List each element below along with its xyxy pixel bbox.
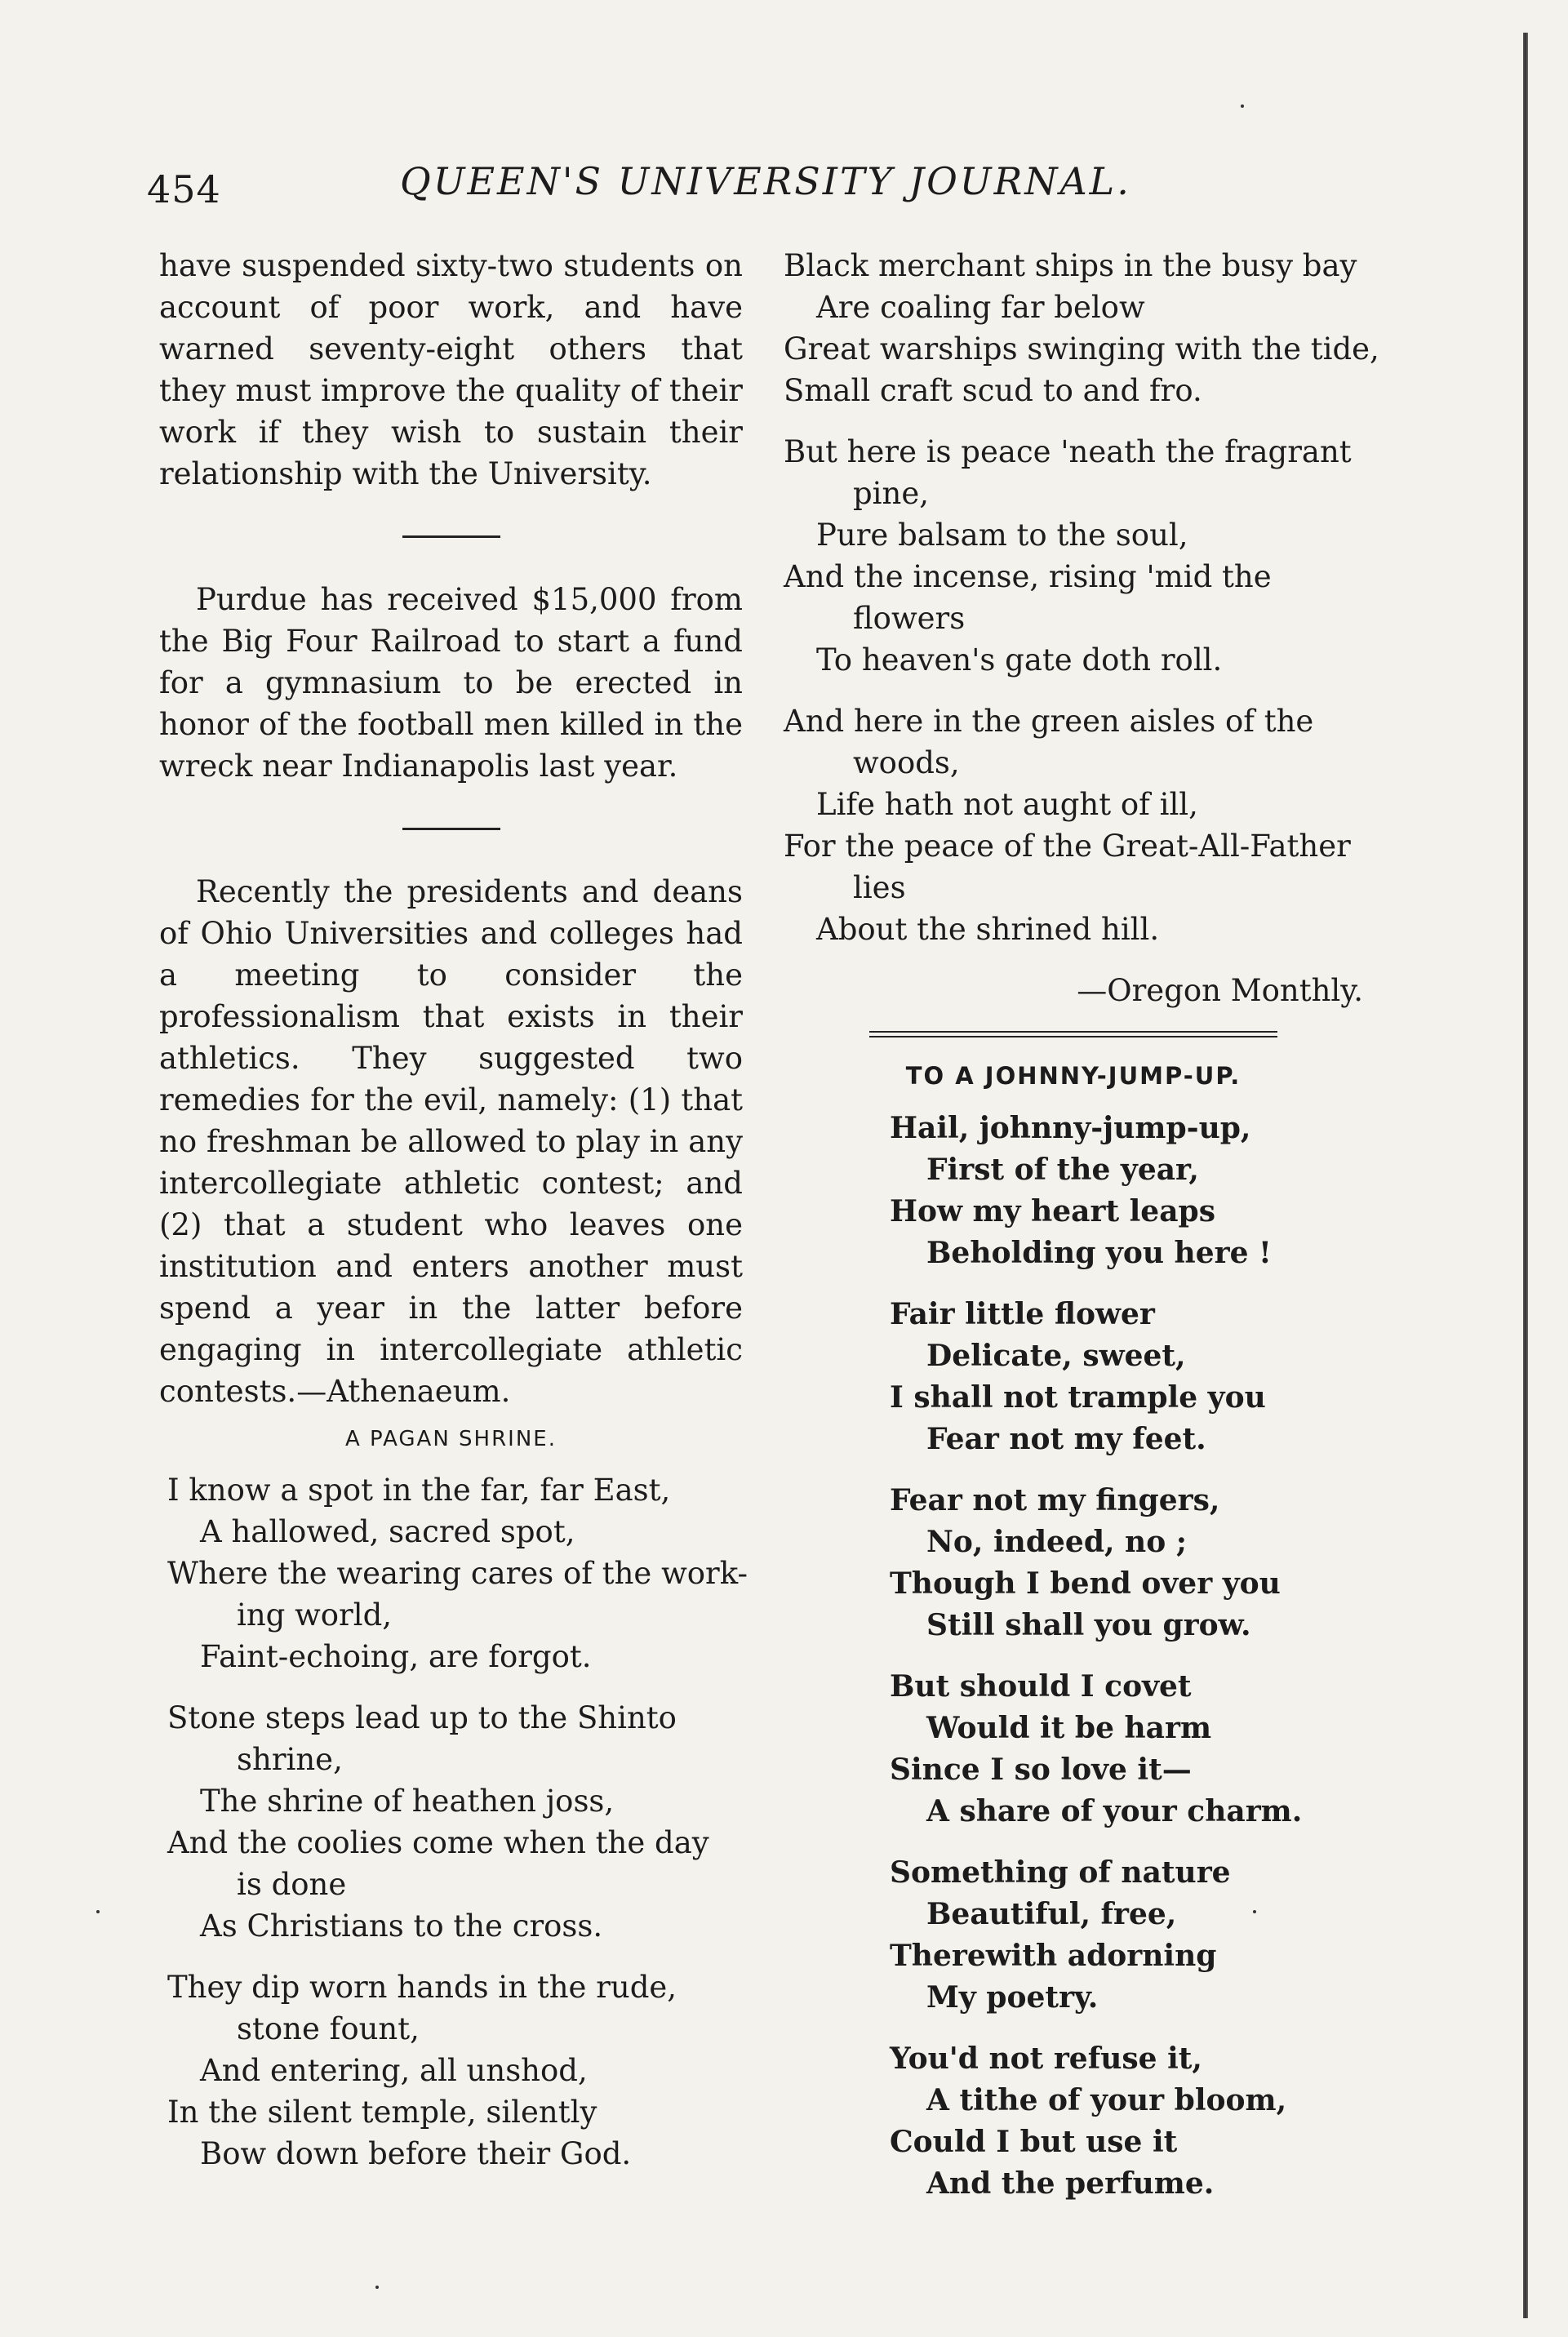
poem-stanza	[159, 1697, 743, 1947]
poem-line: Stone steps lead up to the Shinto	[167, 1700, 677, 1735]
poem-line: Bow down before their God.	[200, 2136, 632, 2171]
poem-line: flowers	[853, 601, 966, 636]
poem-line: And entering, all unshod,	[200, 2053, 588, 2088]
poem-line: lies	[853, 870, 906, 905]
poem-line: A tithe of your bloom,	[926, 2083, 1287, 2117]
poem-line: ing world,	[237, 1597, 393, 1633]
poem-line: But here is peace 'neath the fragrant	[784, 434, 1352, 469]
poem-title-johnny-jump-up: TO A JOHNNY-JUMP-UP.	[905, 1062, 1242, 1090]
paragraph-purdue: Purdue has received $15,000 from the Big Four Railroad to start a fund for a gymnasium to be erected in honor of the football men killed in the wreck near Indianapolis last year.	[159, 582, 743, 784]
poem-line: Could I but use it	[890, 2125, 1178, 2159]
section-divider	[402, 828, 500, 830]
poem-line: Fair little flower	[890, 1297, 1155, 1331]
page-number: 454	[147, 167, 221, 211]
poem-line: Since I so love it—	[890, 1753, 1192, 1787]
poem-line: stone fount,	[237, 2011, 420, 2046]
double-divider	[869, 1031, 1277, 1037]
poem-line: Fear not my fingers,	[890, 1483, 1220, 1517]
poem-line: To heaven's gate doth roll.	[816, 642, 1223, 678]
left-column	[159, 245, 748, 2194]
poem-line: You'd not refuse it,	[890, 2042, 1202, 2076]
print-speck	[375, 2286, 379, 2289]
poem-line: Hail, johnny-jump-up,	[890, 1111, 1251, 1145]
right-column	[775, 245, 1379, 2224]
poem-line: Fear not my feet.	[926, 1422, 1206, 1456]
poem-stanza	[890, 1666, 1371, 1833]
poem-line: A hallowed, sacred spot,	[200, 1514, 575, 1549]
poem-line: Still shall you grow.	[926, 1608, 1251, 1642]
page-edge-shadow	[1523, 33, 1528, 2318]
poem-pagan-shrine-continued	[775, 245, 1379, 950]
poem-line: And the perfume.	[926, 2166, 1215, 2201]
poem-line: How my heart leaps	[890, 1194, 1215, 1228]
poem-stanza	[775, 245, 1379, 411]
poem-line: In the silent temple, silently	[167, 2095, 597, 2130]
poem-stanza	[159, 1966, 743, 2175]
poem-line: My poetry.	[926, 1980, 1099, 2015]
poem-line: Delicate, sweet,	[926, 1339, 1186, 1373]
paragraph-ohio-universities: Recently the presidents and deans of Ohio Universities and colleges had a meeting to consider the professionalism that exists in their athletics. They suggested two remedies for the evil, namely: (1) that no freshman be allowed to play in any intercollegiate athletic contest; and (2) that a student who leaves one institution and enters another must spend a year in the latter before engaging in intercollegiate athletic contests.—Athenaeum.	[159, 874, 743, 1409]
poem-line: I shall not trample you	[890, 1380, 1266, 1415]
poem-stanza	[890, 1294, 1371, 1460]
poem-line: Life hath not aught of ill,	[816, 787, 1198, 822]
poem-line: Faint-echoing, are forgot.	[200, 1639, 592, 1674]
journal-title: QUEEN'S UNIVERSITY JOURNAL.	[400, 159, 1131, 203]
poem-stanza	[890, 1108, 1371, 1274]
poem-attribution: —Oregon Monthly.	[1077, 973, 1363, 1008]
poem-line: About the shrined hill.	[816, 912, 1160, 947]
poem-line: Small craft scud to and fro.	[784, 373, 1202, 408]
poem-line: For the peace of the Great-All-Father	[784, 829, 1351, 864]
poem-stanza	[890, 2038, 1371, 2205]
poem-line: Would it be harm	[926, 1711, 1212, 1745]
poem-line: Pure balsam to the soul,	[816, 518, 1188, 553]
poem-line: I know a spot in the far, far East,	[167, 1473, 671, 1508]
poem-stanza	[890, 1852, 1371, 2019]
poem-line: Though I bend over you	[890, 1566, 1281, 1601]
poem-line: And here in the green aisles of the	[784, 704, 1314, 739]
poem-line: Therewith adorning	[890, 1939, 1217, 1973]
poem-line: Beholding you here !	[926, 1236, 1272, 1270]
poem-stanza	[775, 700, 1371, 950]
poem-line: shrine,	[237, 1742, 343, 1777]
poem-line: They dip worn hands in the rude,	[167, 1970, 677, 2005]
poem-stanza	[890, 1480, 1371, 1646]
print-speck	[1241, 104, 1244, 108]
poem-line: As Christians to the cross.	[200, 1908, 603, 1944]
page-header	[0, 159, 1568, 211]
poem-line: is done	[237, 1867, 347, 1902]
poem-pagan-shrine	[159, 1469, 748, 2175]
poem-line: And the incense, rising 'mid the	[784, 559, 1272, 594]
poem-line: Are coaling far below	[816, 290, 1145, 325]
poem-line: Black merchant ships in the busy bay	[784, 248, 1357, 283]
poem-stanza	[159, 1469, 748, 1677]
paragraph-suspended-students: have suspended sixty-two students on account of poor work, and have warned seventy-eight others that they must improve the quality of their work if they wish to sustain their relationship with the University.	[159, 248, 743, 491]
poem-line: No, indeed, no ;	[926, 1525, 1188, 1559]
poem-line: pine,	[853, 476, 930, 511]
poem-line: Where the wearing cares of the work-	[167, 1556, 748, 1591]
poem-line: woods,	[853, 745, 960, 780]
poem-line: Something of nature	[890, 1855, 1231, 1890]
poem-johnny-jump-up	[775, 1108, 1371, 2205]
poem-title-pagan-shrine: A PAGAN SHRINE.	[345, 1427, 557, 1451]
poem-line: But should I covet	[890, 1669, 1192, 1704]
poem-stanza	[775, 431, 1371, 681]
poem-line: Beautiful, free,	[926, 1897, 1177, 1931]
poem-line: And the coolies come when the day	[167, 1825, 709, 1860]
poem-line: First of the year,	[926, 1153, 1199, 1187]
poem-line: A share of your charm.	[926, 1794, 1303, 1828]
section-divider	[402, 535, 500, 538]
poem-line: The shrine of heathen joss,	[200, 1784, 615, 1819]
poem-line: Great warships swinging with the tide,	[784, 331, 1379, 367]
print-speck	[96, 1910, 100, 1913]
